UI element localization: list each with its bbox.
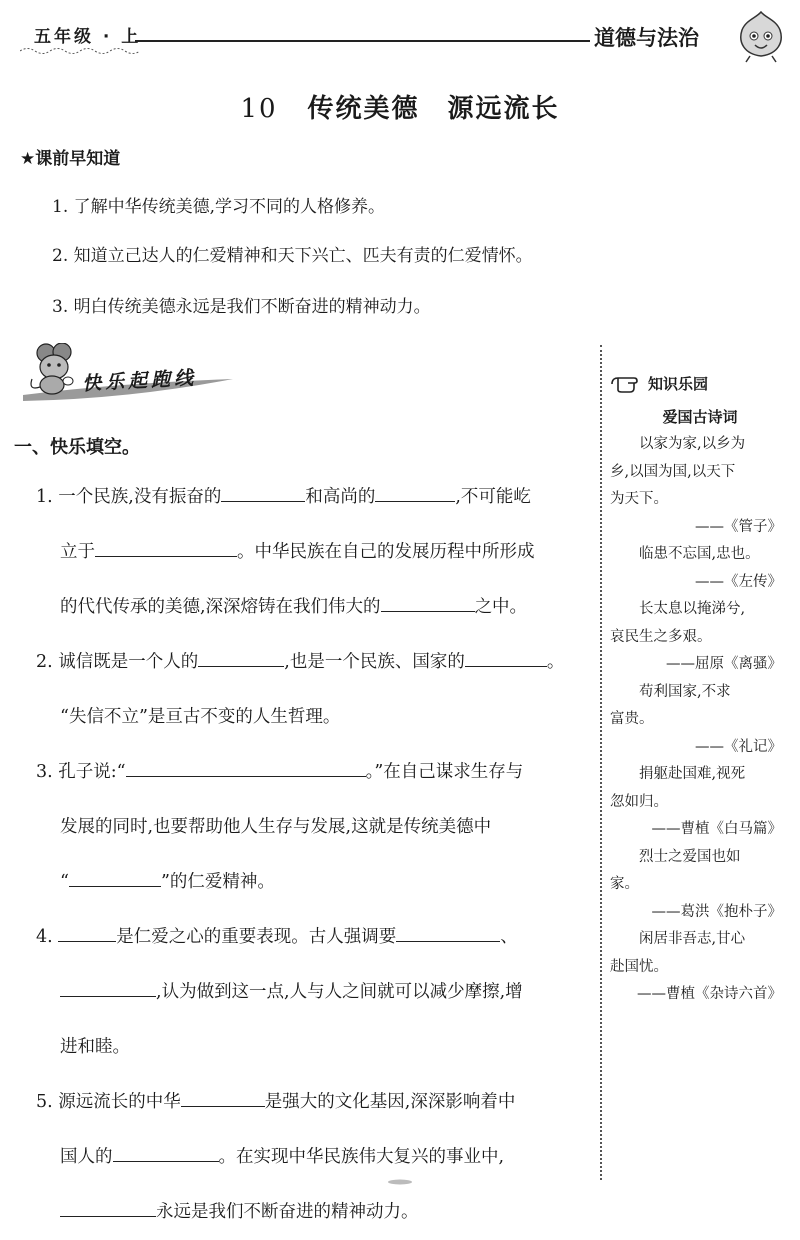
lesson-title [0, 88, 800, 125]
sidebar-heading-text: 知识乐园 [648, 374, 709, 393]
preview-heading: ★课前早知道 [20, 149, 121, 169]
poem-source: ——《礼记》 [695, 738, 782, 755]
poem-line: 家。 [610, 876, 639, 892]
poem-3 [610, 596, 790, 679]
poem-source: ——《左传》 [695, 573, 782, 590]
poem-source: ——《管子》 [695, 518, 782, 535]
question-list [36, 470, 591, 1240]
blank-q4-2[interactable] [396, 923, 500, 942]
blank-q1-4[interactable] [381, 593, 475, 612]
question-5-line-2: 国人的 。在实现中华民族伟大复兴的事业中, [36, 1130, 591, 1185]
poem-2 [610, 541, 790, 596]
blank-q1-1[interactable] [221, 483, 305, 502]
blank-q2-2[interactable] [465, 648, 547, 667]
poem-line: 捐躯赴国难,视死 [639, 766, 746, 782]
question-5-line-3: 永远是我们不断奋进的精神动力。 [36, 1185, 591, 1240]
poem-line: 苟利国家,不求 [639, 683, 731, 700]
blank-q5-3[interactable] [60, 1198, 156, 1217]
blank-q5-2[interactable] [113, 1143, 219, 1162]
mascot-icon [736, 8, 786, 63]
question-1-line-3: 的代代传承的美德,深深熔铸在我们伟大的 之中。 [36, 580, 591, 635]
poem-list [610, 431, 790, 1009]
poem-line: 为天下。 [610, 491, 668, 507]
poem-6 [610, 844, 790, 927]
question-3-line-2: 发展的同时,也要帮助他人生存与发展,这就是传统美德中 [60, 817, 492, 837]
question-4-line-3: 进和睦。 [60, 1037, 130, 1057]
poem-4 [610, 679, 790, 762]
poem-source: ——葛洪《抱朴子》 [651, 903, 782, 920]
poem-source: ——曹植《白马篇》 [651, 821, 782, 837]
blank-q4-1[interactable] [58, 923, 116, 942]
objective-3: 3. 明白传统美德永远是我们不断奋进的精神动力。 [52, 297, 431, 317]
blank-q1-3[interactable] [95, 538, 237, 557]
question-4-line-2: ,认为做到这一点,人与人之间就可以减少摩擦,增 [36, 965, 591, 1020]
lesson-title-part1: 传统美德 [307, 94, 420, 124]
question-5-line-1: 5. 源远流长的中华 是强大的文化基因,深深影响着中 [36, 1075, 591, 1130]
lesson-number: 10 [240, 94, 278, 124]
poem-line: 闲居非吾志,甘心 [639, 931, 746, 947]
question-1-line-2: 立于 。中华民族在自己的发展历程中所形成 [36, 525, 591, 580]
pointing-hand-icon [610, 372, 644, 394]
question-3-line-3: “ ”的仁爱精神。 [36, 855, 591, 910]
poem-line: 烈士之爱国也如 [639, 848, 741, 865]
sidebar-heading [610, 372, 790, 394]
poem-5 [610, 761, 790, 844]
poem-line: 哀民生之多艰。 [610, 628, 712, 645]
poem-line: 乡,以国为国,以天下 [610, 463, 736, 480]
poem-1 [610, 431, 790, 541]
knowledge-sidebar [610, 372, 790, 1009]
poem-7 [610, 926, 790, 1009]
question-2-line-2: “失信不立”是亘古不变的人生哲理。 [60, 707, 341, 727]
poem-line: 长太息以掩涕兮, [639, 601, 746, 617]
objective-1: 1. 了解中华传统美德,学习不同的人格修养。 [52, 197, 386, 217]
blank-q2-1[interactable] [198, 648, 284, 667]
page-bottom-ornament [385, 1178, 415, 1186]
poem-line: 富贵。 [610, 711, 654, 727]
question-1-line-1: 1. 一个民族,没有振奋的 和高尚的 ,不可能屹 [36, 470, 591, 525]
blank-q1-2[interactable] [375, 483, 455, 502]
blank-q4-3[interactable] [60, 978, 156, 997]
subject-label: 道德与法治 [594, 26, 699, 50]
blank-q5-1[interactable] [181, 1088, 265, 1107]
question-3-line-1: 3. 孔子说:“ 。”在自己谋求生存与 [36, 745, 591, 800]
blank-q3-2[interactable] [69, 868, 161, 887]
poem-line: 以家为家,以乡为 [639, 436, 746, 452]
sidebar-subheading: 爱国古诗词 [662, 408, 738, 426]
poem-line: 忽如归。 [610, 793, 668, 810]
header-rule [135, 40, 590, 42]
poem-source: ——曹植《杂诗六首》 [637, 986, 782, 1002]
sidebar-divider [600, 345, 602, 1180]
question-4-line-1: 4. 是仁爱之心的重要表现。古人强调要 、 [36, 910, 591, 965]
poem-line: 临患不忘国,忠也。 [639, 546, 760, 562]
section-fill-blank-title: 一、快乐填空。 [14, 437, 140, 458]
lesson-title-part2: 源远流长 [447, 94, 560, 124]
grade-label: 五年级 · 上 [34, 27, 142, 47]
poem-source: ——屈原《离骚》 [666, 656, 782, 672]
blank-q3-1[interactable] [126, 758, 366, 777]
poem-line: 赴国忧。 [610, 958, 668, 975]
objective-2: 2. 知道立己达人的仁爱精神和天下兴亡、匹夫有责的仁爱情怀。 [52, 246, 533, 266]
banner-title: 快乐起跑线 [81, 367, 198, 395]
question-2-line-1: 2. 诚信既是一个人的 ,也是一个民族、国家的 。 [36, 635, 591, 690]
header-wave-decoration [20, 46, 140, 56]
